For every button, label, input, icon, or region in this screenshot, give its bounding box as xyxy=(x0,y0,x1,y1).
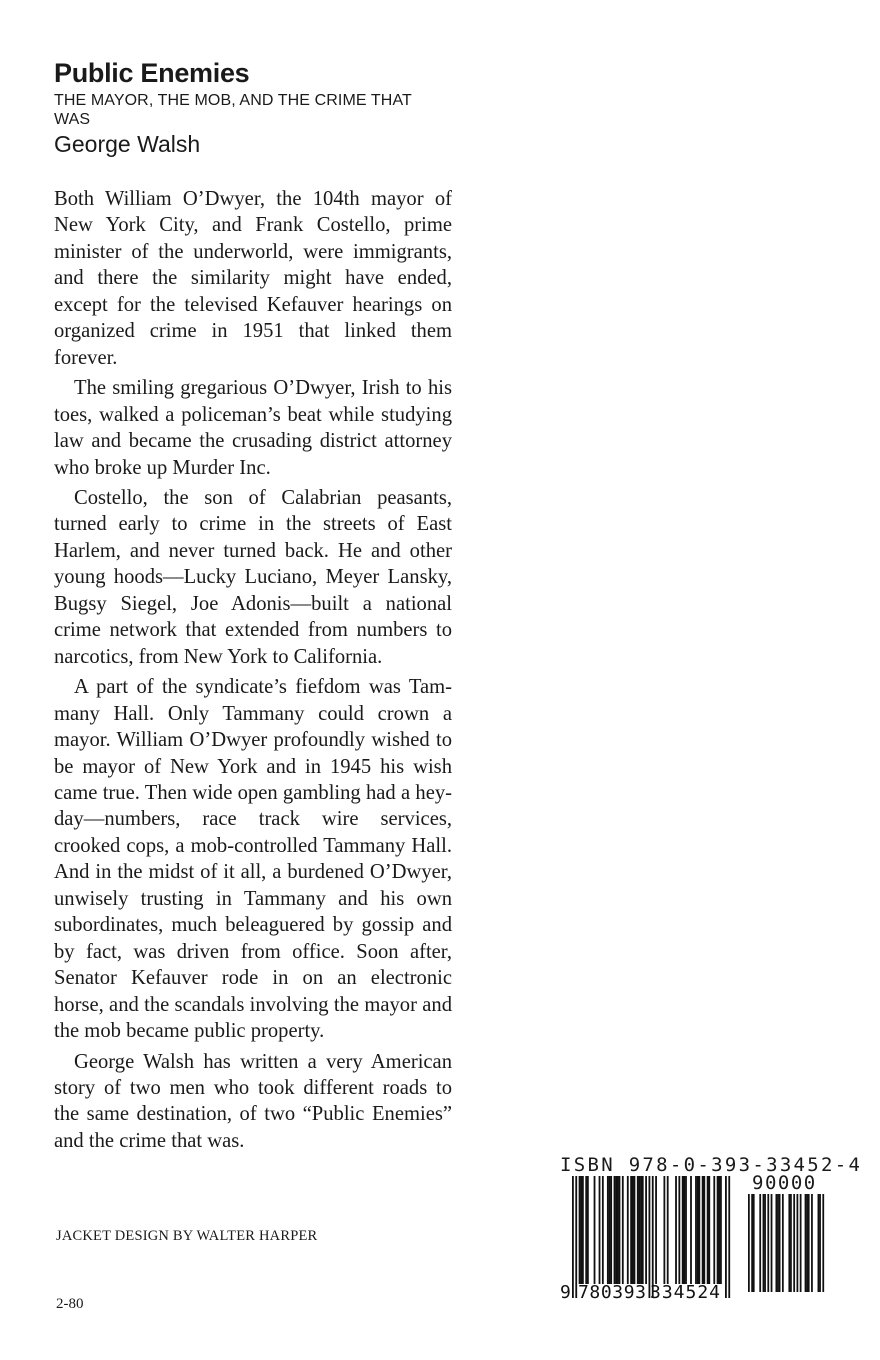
barcode-bar xyxy=(793,1194,795,1292)
barcode-bar xyxy=(622,1176,624,1284)
ean-first-digit: 9 xyxy=(560,1282,571,1303)
barcode-bar xyxy=(652,1176,654,1298)
barcode-bar xyxy=(690,1176,692,1284)
barcode-bar xyxy=(575,1176,577,1298)
book-author: George Walsh xyxy=(54,131,201,157)
barcode-bar xyxy=(763,1194,765,1292)
barcode-bar xyxy=(594,1176,596,1284)
barcode-bar xyxy=(675,1176,677,1284)
barcode-bar xyxy=(764,1194,766,1292)
barcode-bar xyxy=(607,1176,609,1284)
barcode-bar xyxy=(708,1176,710,1284)
barcode-bar xyxy=(645,1176,647,1284)
barcode-bar xyxy=(707,1176,709,1284)
barcode-bar xyxy=(572,1176,574,1298)
barcode-bar xyxy=(771,1194,773,1292)
book-title: Public Enemies xyxy=(54,58,250,88)
barcode-bar xyxy=(720,1176,722,1284)
barcode-bar xyxy=(818,1194,820,1292)
barcode-bar xyxy=(751,1194,753,1292)
barcode-bar xyxy=(619,1176,621,1284)
barcode-bar xyxy=(800,1194,802,1292)
barcode-bar xyxy=(599,1176,601,1284)
barcode-bar xyxy=(782,1194,784,1292)
barcode-bar xyxy=(655,1176,657,1284)
ean-left-digits: 780393 xyxy=(578,1282,646,1303)
barcode-bar xyxy=(805,1194,807,1292)
ean-barcode-bars xyxy=(572,1176,730,1298)
barcode-bar xyxy=(775,1194,777,1292)
barcode-bar xyxy=(748,1194,750,1292)
barcode-bar xyxy=(602,1176,604,1284)
barcode-bar xyxy=(703,1176,705,1284)
description-paragraph: Both William O’Dwyer, the 104th mayor of New York City, and Frank Costello, prime minister of the underworld, were immigrants, and there the similarity might have ended, except for the televised Kefauver hearings on organized crime in 1951 that linked them forever. xyxy=(54,188,452,369)
barcode-bar xyxy=(610,1176,612,1284)
description-paragraph: A part of the syndicate’s fiefdom was Tammany Hall. Only Tammany could crown a mayor. William O’Dwyer profoundly wished to be mayor of New York and in 1945 his wish came true. Then wide open gambling had a hey-day—numbers, race track wire services, crooked cops, a mob-controlled Tammany Hall. And in the midst of it all, a burdened O’Dwyer, unwisely trusting in Tammany and his own subordinates, much beleaguered by gossip and by fact, was driven from office. Soon after, Senator Kefauver rode in on an electronic horse, and the scandals involving the mayor and the mob became public property. xyxy=(54,676,452,1043)
barcode-bar xyxy=(587,1176,589,1284)
barcode-bar xyxy=(627,1176,629,1284)
book-subtitle: THE MAYOR, THE MOB, AND THE CRIME THAT WAS xyxy=(54,92,412,128)
barcode-bar xyxy=(615,1176,617,1284)
barcode-bar xyxy=(808,1194,810,1292)
barcode-bar xyxy=(819,1194,821,1292)
description-paragraph: George Walsh has written a very American story of two men who took different roads to the same destination, of two “Public Enemies” and the crime that was. xyxy=(54,1050,452,1152)
barcode-bar xyxy=(713,1176,715,1284)
barcode-bar xyxy=(697,1176,699,1284)
barcode-bar xyxy=(811,1194,813,1292)
barcode-bar xyxy=(642,1176,644,1284)
barcode-bar xyxy=(639,1176,641,1284)
barcode-bar xyxy=(777,1194,779,1292)
barcode-bar xyxy=(698,1176,700,1284)
price-code: 90000 xyxy=(752,1172,817,1194)
barcode-bar xyxy=(753,1194,755,1292)
barcode-bar xyxy=(718,1176,720,1284)
barcode-bar xyxy=(702,1176,704,1284)
barcode-bar xyxy=(632,1176,634,1284)
barcode-bar xyxy=(788,1194,790,1292)
barcode-bar xyxy=(695,1176,697,1284)
barcode-bar xyxy=(649,1176,651,1298)
barcode-bar xyxy=(790,1194,792,1292)
jacket-credit: JACKET DESIGN BY WALTER HARPER xyxy=(56,1228,318,1244)
barcode-bar xyxy=(728,1176,730,1298)
barcode-bar xyxy=(609,1176,611,1284)
price-addon-bars xyxy=(748,1194,824,1292)
barcode-bar xyxy=(634,1176,636,1284)
edition-code: 2-80 xyxy=(56,1296,84,1312)
barcode-bar xyxy=(630,1176,632,1284)
barcode-bar xyxy=(683,1176,685,1284)
barcode-bar xyxy=(637,1176,639,1284)
barcode-bar xyxy=(725,1176,727,1298)
barcode-bar xyxy=(779,1194,781,1292)
barcode-bar xyxy=(717,1176,719,1284)
barcode-bar xyxy=(582,1176,584,1284)
isbn-label: ISBN 978-0-393-33452-4 xyxy=(560,1154,863,1176)
barcode-bar xyxy=(640,1176,642,1284)
barcode-bar xyxy=(822,1194,824,1292)
barcode-bar xyxy=(585,1176,587,1284)
barcode-bar xyxy=(663,1176,665,1284)
ean-right-digits: 334524 xyxy=(650,1282,720,1303)
barcode-bar xyxy=(667,1176,669,1284)
barcode-bar xyxy=(678,1176,680,1284)
description-paragraph: Costello, the son of Calabrian peasants, turned early to crime in the streets of East Harlem, and never turned back. He and other young hoods—Lucky Luciano, Meyer Lansky, Bugsy Siegel, Joe Adonis—built a national crime network that extended from numbers to narcotics, from New York to California. xyxy=(54,486,452,668)
barcode-bar xyxy=(682,1176,684,1284)
barcode-bar xyxy=(580,1176,582,1284)
barcode-bar xyxy=(806,1194,808,1292)
description-paragraph: The smiling gregarious O’Dwyer, Irish to his toes, walked a policeman’s beat while studying law and became the crusading district attorney who broke up Murder Inc. xyxy=(54,377,452,479)
ean-digits xyxy=(560,1282,720,1303)
barcode-bar xyxy=(797,1194,799,1292)
barcode-bar xyxy=(759,1194,761,1292)
barcode-bar xyxy=(767,1194,769,1292)
barcode-bar xyxy=(614,1176,616,1284)
barcode-bar xyxy=(579,1176,581,1284)
barcode-bar xyxy=(617,1176,619,1284)
barcode-bar xyxy=(685,1176,687,1284)
